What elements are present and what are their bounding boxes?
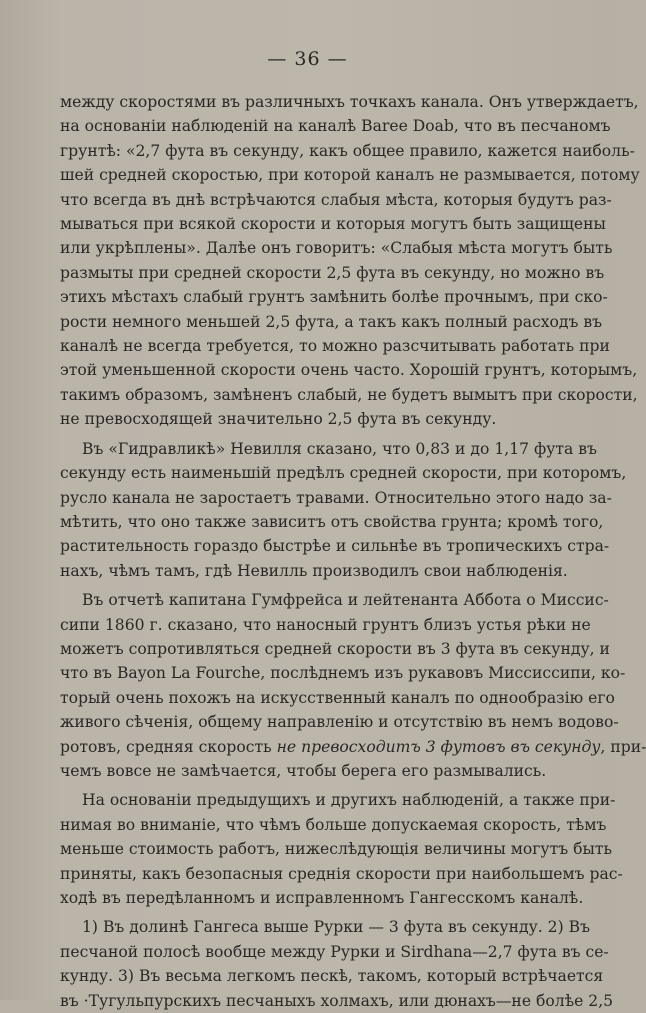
text-line: нимая во вниманіе, что чѣмъ больше допускаемая скорость, тѣмъ xyxy=(60,815,607,834)
text-line: на основаніи наблюденій на каналѣ Baree Doab, что въ песчаномъ xyxy=(60,117,611,136)
text-line: Въ «Гидравликѣ» Невилля сказано, что 0,83 и до 1,17 фута въ xyxy=(82,439,597,458)
paragraph xyxy=(60,915,614,1013)
text-line: что въ Bayon La Fourche, послѣднемъ изъ рукавовъ Миссиссипи, ко- xyxy=(60,664,626,683)
text-line: въ ·Тугульпурскихъ песчаныхъ холмахъ, или дюнахъ—не болѣе 2,5 xyxy=(60,991,614,1010)
text-line: 1) Въ долинѣ Гангеса выше Рурки — 3 фута въ секунду. 2) Въ xyxy=(82,918,591,937)
body-text xyxy=(60,90,646,1013)
text-line: Въ отчетѣ капитана Гумфрейса и лейтенанта Аббота о Миссис- xyxy=(82,591,609,610)
text-line: На основаніи предыдущихъ и другихъ наблюденій, а также при- xyxy=(82,791,616,810)
text-line: грунтѣ: «2,7 фута въ секунду, какъ общее правило, кажется наиболь- xyxy=(60,141,635,160)
text-line: рости немного меньшей 2,5 фута, а такъ какъ полный расходъ въ xyxy=(60,312,603,331)
text-line: нахъ, чѣмъ тамъ, гдѣ Невилль производилъ свои наблюденія. xyxy=(60,561,568,580)
text-line: русло канала не заростаетъ травами. Относительно этого надо за- xyxy=(60,488,612,507)
text-line: мываться при всякой скорости и которыя могутъ быть защищены xyxy=(60,215,606,234)
text-line: размыты при средней скорости 2,5 фута въ секунду, но можно въ xyxy=(60,263,605,282)
text-line: ходѣ въ передѣланномъ и исправленномъ Гангесскомъ каналѣ. xyxy=(60,889,584,907)
text-line: что всегда въ днѣ встрѣчаются слабыя мѣста, которыя будутъ раз- xyxy=(60,190,612,209)
paragraph xyxy=(60,588,646,783)
text-line: сипи 1860 г. сказано, что наносный грунтъ близъ устья рѣки не xyxy=(60,615,591,634)
text-line: каналѣ не всегда требуется, то можно разсчитывать работать при xyxy=(60,337,610,356)
text-line: между скоростями въ различныхъ точкахъ канала. Онъ утверждаетъ, xyxy=(60,93,639,111)
text-line: песчаной полосѣ вообще между Рурки и Sirdhana—2,7 фута въ се- xyxy=(60,942,609,961)
text-line: ротовъ, средняя скорость не превосходитъ 3 футовъ въ секунду, при- xyxy=(60,737,646,756)
text-line: кунду. 3) Въ весьма легкомъ пескѣ, такомъ, который встрѣчается xyxy=(60,967,604,986)
text-line: живого сѣченія, общему направленію и отсутствію въ немъ водово- xyxy=(60,713,619,732)
text-line: чемъ вовсе не замѣчается, чтобы берега его размывались. xyxy=(60,761,547,780)
italic-text: не превосходитъ 3 футовъ въ секунду xyxy=(276,737,601,756)
paragraph xyxy=(60,437,627,583)
text-line: или укрѣплены». Далѣе онъ говоритъ: «Слабыя мѣста могутъ быть xyxy=(60,239,613,258)
text-line: мѣтить, что оно также зависитъ отъ свойства грунта; кромѣ того, xyxy=(60,512,604,531)
text-line: меньше стоимость работъ, нижеслѣдующія величины могутъ быть xyxy=(60,840,612,859)
text-line: можетъ сопротивляться средней скорости въ 3 фута въ секунду, и xyxy=(60,639,610,658)
paragraph xyxy=(60,788,623,910)
text-line: этой уменьшенной скорости очень часто. Хорошій грунтъ, которымъ, xyxy=(60,361,638,380)
text-line: шей средней скоростью, при которой каналъ не размывается, потому xyxy=(60,166,640,185)
text-line: не превосходящей значительно 2,5 фута въ секунду. xyxy=(60,410,497,429)
text-line: растительность гораздо быстрѣе и сильнѣе въ тропическихъ стра- xyxy=(60,537,610,556)
text-line: приняты, какъ безопасныя среднія скорости при наибольшемъ рас- xyxy=(60,864,623,883)
text-line: торый очень похожъ на искусственный каналъ по однообразію его xyxy=(60,688,615,707)
text-line: секунду есть наименьшій предѣлъ средней скорости, при которомъ, xyxy=(60,464,627,483)
text-line: этихъ мѣстахъ слабый грунтъ замѣнить болѣе прочнымъ, при ско- xyxy=(60,288,608,307)
text-line: такимъ образомъ, замѣненъ слабый, не будетъ вымытъ при скорости, xyxy=(60,385,638,404)
paragraph xyxy=(60,90,640,432)
page-number: — 36 — xyxy=(267,48,348,70)
